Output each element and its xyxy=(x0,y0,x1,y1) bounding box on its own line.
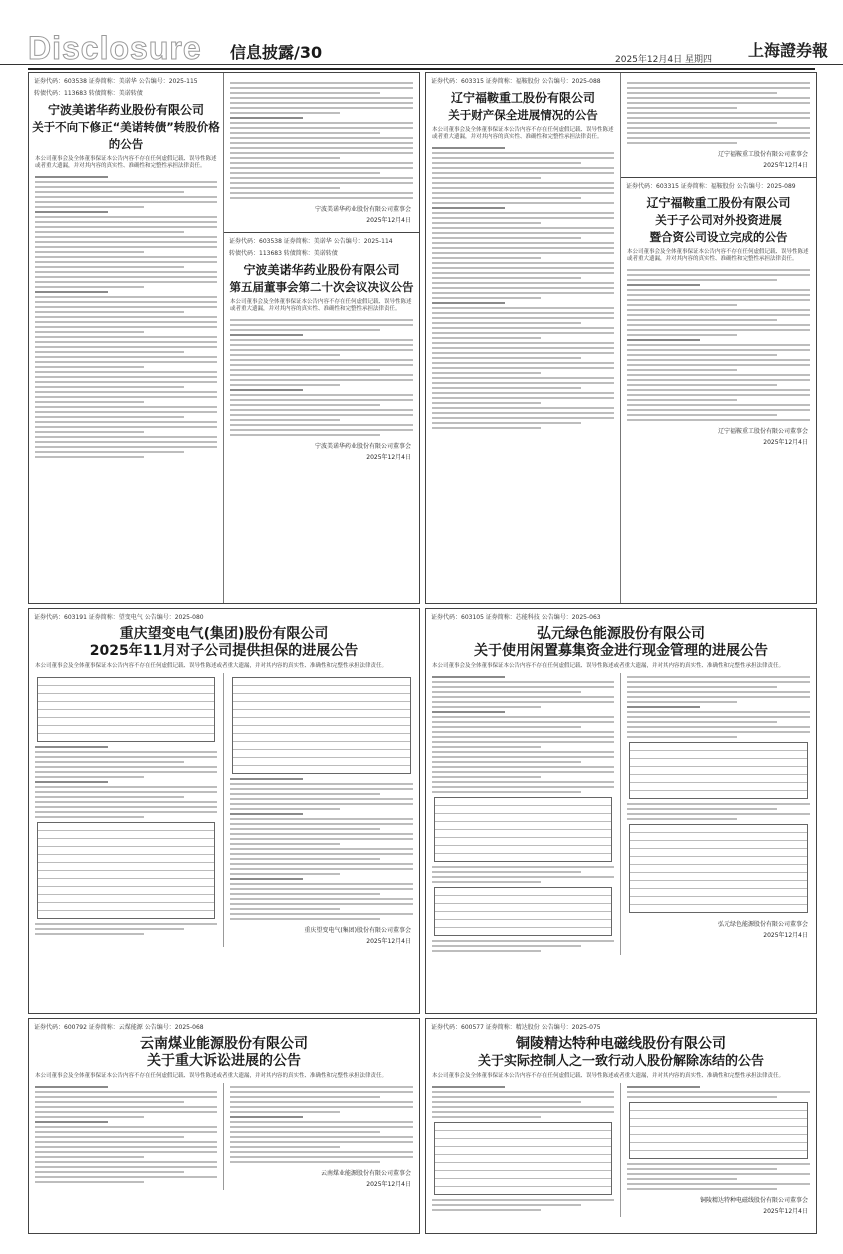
announcement-meinuohua-continued xyxy=(224,73,419,463)
signer: 弘元绿色能源股份有限公司董事会 xyxy=(717,921,808,928)
announcement-meta-2: 转债代码：113683 转债简称：美诺转债 xyxy=(34,90,143,97)
announcement-title: 关于财产保全进展情况的公告 xyxy=(448,108,598,122)
announcement-col-1 xyxy=(426,673,621,955)
announcement-body-2 xyxy=(621,676,816,738)
cash-management-table xyxy=(434,797,612,862)
announcement-meinuohua-convertible xyxy=(29,73,223,461)
announcement-hongyuan xyxy=(425,608,817,1014)
announcement-body xyxy=(224,319,419,436)
signer: 铜陵精达特种电磁线股份有限公司董事会 xyxy=(699,1197,808,1204)
newspaper-name: 上海證券報 xyxy=(748,41,829,60)
board-statement: 本公司董事会及全体董事保证本公告内容不存在任何虚假记载、误导性陈述或者重大遗漏，并对其内容的真实性、准确性和完整性承担法律责任。 xyxy=(230,299,412,312)
announcement-meta: 证券代码：603191 证券简称：望变电气 公告编号：2025-080 xyxy=(34,614,204,621)
announcement-body-tail xyxy=(426,940,620,952)
board-statement: 本公司董事会及全体董事保证本公告内容不存在任何虚假记载、误导性陈述或者重大遗漏，并对其内容的真实性、准确性和完整性承担法律责任。 xyxy=(432,1073,785,1079)
sign-date: 2025年12月4日 xyxy=(763,1208,808,1215)
announcement-body-2 xyxy=(224,778,419,920)
announcement-columns xyxy=(29,673,419,947)
announcement-col-1 xyxy=(426,1083,621,1217)
announcement-body-2 xyxy=(621,1086,816,1098)
announcement-title: 关于实际控制人之一致行动人股份解除冻结的公告 xyxy=(477,1054,764,1069)
guarantee-detail-table xyxy=(37,822,215,919)
announcement-wangbian xyxy=(28,608,420,1014)
board-statement: 本公司董事会及全体董事保证本公告内容不存在任何虚假记载、误导性陈述或者重大遗漏，并对其内容的真实性、准确性和完整性承担法律责任。 xyxy=(432,127,614,140)
board-statement: 本公司董事会及全体董事保证本公告内容不存在任何虚假记载、误导性陈述或者重大遗漏，并对其内容的真实性、准确性和完整性承担法律责任。 xyxy=(432,663,785,669)
announcement-col-2 xyxy=(621,1083,816,1217)
announcement-meta: 证券代码：600577 证券简称：精达股份 公告编号：2025-075 xyxy=(431,1024,601,1031)
announcement-body xyxy=(29,176,223,458)
board-statement: 本公司董事会及全体董事保证本公告内容不存在任何虚假记载、误导性陈述或者重大遗漏，并对其内容的真实性、准确性和完整性承担法律责任。 xyxy=(35,156,217,169)
masthead-rule xyxy=(28,68,815,70)
masthead xyxy=(0,0,843,65)
announcement-meta: 证券代码：600792 证券简称：云煤能源 公告编号：2025-068 xyxy=(34,1024,204,1031)
issue-date: 2025年12月4日 星期四 xyxy=(615,55,712,65)
announcement-jingda xyxy=(425,1018,817,1234)
announcement-col-2 xyxy=(224,673,419,947)
announcement-body-tail xyxy=(426,1199,620,1211)
announcement-body-tail xyxy=(29,923,223,935)
announcement-col-1 xyxy=(29,673,224,947)
product-info-table xyxy=(434,887,612,936)
company-name: 云南煤业能源股份有限公司 xyxy=(140,1036,308,1052)
signer: 宁波美诺华药业股份有限公司董事会 xyxy=(314,443,411,450)
announcement-meta: 证券代码：603315 证券简称：福鞍股份 公告编号：2025-089 xyxy=(626,183,796,190)
subsidiary-info-table xyxy=(232,677,411,774)
announcement-body-3 xyxy=(621,803,816,820)
signer: 重庆望变电气(集团)股份有限公司董事会 xyxy=(304,927,411,934)
announcement-title: 2025年11月对子公司提供担保的进展公告 xyxy=(89,643,359,659)
announcement-columns xyxy=(426,1083,816,1217)
announcement-body-continued xyxy=(224,73,419,199)
announcement-body xyxy=(426,147,620,429)
announcement-title: 关于不向下修正“美诺转债”转股价格的公告 xyxy=(32,120,220,151)
announcement-meta: 证券代码：603105 证券简称：芯能科技 公告编号：2025-063 xyxy=(431,614,601,621)
shareholding-table xyxy=(629,1102,808,1159)
company-name: 重庆望变电气(集团)股份有限公司 xyxy=(119,626,329,642)
announcement-columns xyxy=(426,673,816,955)
announcement-title: 关于重大诉讼进展的公告 xyxy=(147,1053,301,1069)
announcement-columns xyxy=(29,1083,419,1190)
section-title: 信息披露/30 xyxy=(230,43,323,62)
announcement-body-mid xyxy=(426,866,620,883)
announcement-title: 关于子公司对外投资进展 xyxy=(655,213,782,227)
company-name: 辽宁福鞍重工股份有限公司 xyxy=(450,91,595,105)
announcement-meinuohua-board xyxy=(224,232,419,463)
company-name: 宁波美诺华药业股份有限公司 xyxy=(243,263,400,277)
sign-date: 2025年12月4日 xyxy=(763,932,808,939)
signer: 宁波美诺华药业股份有限公司董事会 xyxy=(314,206,411,213)
sign-date: 2025年12月4日 xyxy=(366,1181,411,1188)
announcement-body xyxy=(426,1086,620,1118)
guarantee-summary-table xyxy=(37,677,215,742)
announcement-body xyxy=(621,269,816,421)
brand-logo: Disclosure xyxy=(28,30,202,66)
company-name: 铜陵精达特种电磁线股份有限公司 xyxy=(516,1036,726,1052)
announcement-col-1 xyxy=(29,1083,224,1190)
announcement-body xyxy=(29,1086,223,1183)
announcement-col-2 xyxy=(224,1083,419,1190)
board-statement: 本公司董事会及全体董事保证本公告内容不存在任何虚假记载、误导性陈述或者重大遗漏，并对其内容的真实性、准确性和完整性承担法律责任。 xyxy=(627,249,809,262)
financial-data-table xyxy=(629,742,808,799)
unfreeze-detail-table xyxy=(434,1122,612,1195)
sign-date: 2025年12月4日 xyxy=(366,217,411,224)
announcement-block-fuan xyxy=(425,72,817,604)
announcement-meta: 证券代码：603538 证券简称：美诺华 公告编号：2025-114 xyxy=(229,238,393,245)
announcement-col-2 xyxy=(621,673,816,955)
announcement-block-meinuohua xyxy=(28,72,420,604)
announcement-fuan-property xyxy=(426,73,620,432)
announcement-yunmei xyxy=(28,1018,420,1234)
sign-date: 2025年12月4日 xyxy=(366,938,411,945)
signer: 辽宁福鞍重工股份有限公司董事会 xyxy=(717,428,808,435)
announcement-title: 关于使用闲置募集资金进行现金管理的进展公告 xyxy=(474,643,768,659)
announcement-body-3 xyxy=(621,1163,816,1190)
signer: 辽宁福鞍重工股份有限公司董事会 xyxy=(717,151,808,158)
announcement-fuan-investment xyxy=(621,177,816,448)
sign-date: 2025年12月4日 xyxy=(763,439,808,446)
company-name: 辽宁福鞍重工股份有限公司 xyxy=(646,196,791,210)
board-statement: 本公司董事会及全体董事保证本公告内容不存在任何虚假记载、误导性陈述或者重大遗漏，并对其内容的真实性、准确性和完整性承担法律责任。 xyxy=(35,663,388,669)
signer: 云南煤业能源股份有限公司董事会 xyxy=(320,1170,411,1177)
past-cash-management-table xyxy=(629,824,808,913)
sign-date: 2025年12月4日 xyxy=(763,162,808,169)
board-statement: 本公司董事会及全体董事保证本公告内容不存在任何虚假记载、误导性陈述或者重大遗漏，并对其内容的真实性、准确性和完整性承担法律责任。 xyxy=(35,1073,388,1079)
company-name: 宁波美诺华药业股份有限公司 xyxy=(47,103,204,117)
announcement-body-continued xyxy=(621,73,816,144)
announcement-meta: 证券代码：603315 证券简称：福鞍股份 公告编号：2025-088 xyxy=(431,78,601,85)
announcement-title-line-2: 暨合资公司设立完成的公告 xyxy=(649,230,788,244)
announcement-meta-2: 转债代码：113683 转债简称：美诺转债 xyxy=(229,250,338,257)
company-name: 弘元绿色能源股份有限公司 xyxy=(537,626,705,642)
announcement-meta: 证券代码：603538 证券简称：美诺华 公告编号：2025-115 xyxy=(34,78,198,85)
sign-date: 2025年12月4日 xyxy=(366,454,411,461)
announcement-title: 第五届董事会第二十次会议决议公告 xyxy=(229,280,414,294)
announcement-body-2 xyxy=(224,1086,419,1163)
announcement-body xyxy=(29,746,223,818)
announcement-body xyxy=(426,676,620,793)
announcement-fuan-continued xyxy=(621,73,816,448)
